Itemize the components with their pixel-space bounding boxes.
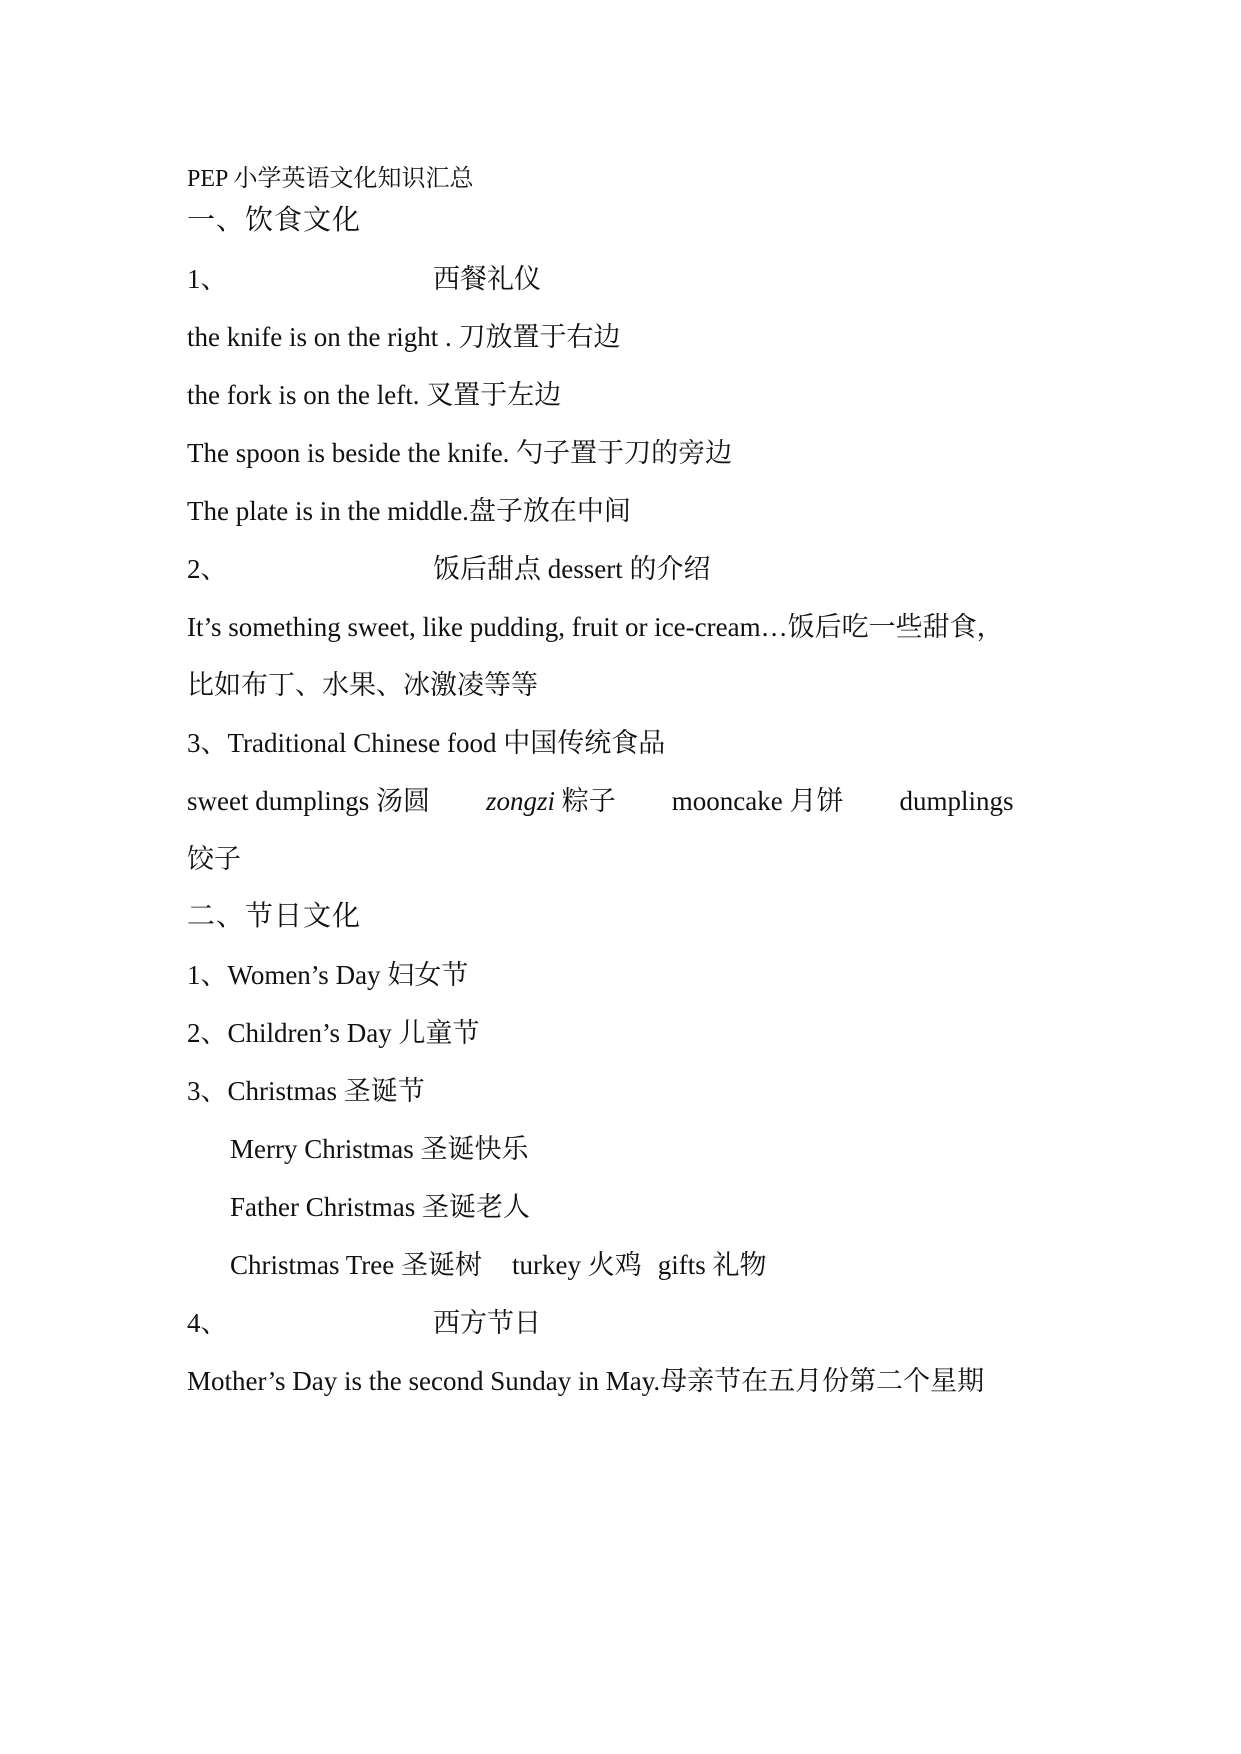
- item-number: 2、: [187, 554, 228, 584]
- food-item-pinyin: zongzi: [486, 786, 556, 816]
- item-label: 饭后甜点 dessert 的介绍: [433, 554, 711, 584]
- text-line: The spoon is beside the knife. 勺子置于刀的旁边: [187, 438, 733, 468]
- item-number: 4、: [187, 1308, 228, 1338]
- item-label: 西方节日: [433, 1308, 541, 1338]
- festival-item: 1、Women’s Day 妇女节: [187, 960, 469, 990]
- festival-item: 3、Christmas 圣诞节: [187, 1076, 425, 1106]
- food-item-continued: 饺子: [187, 844, 241, 874]
- text-line: Mother’s Day is the second Sunday in May.母亲节在五月份第二个星期: [187, 1366, 985, 1396]
- subheading-chinese-food: 3、Traditional Chinese food 中国传统食品: [187, 728, 666, 758]
- text-line: the knife is on the right . 刀放置于右边: [187, 322, 621, 352]
- food-item: dumplings: [899, 786, 1014, 816]
- christmas-vocab-line: [230, 1248, 767, 1282]
- doc-title: PEP 小学英语文化知识汇总: [187, 166, 474, 192]
- christmas-line: Merry Christmas 圣诞快乐: [230, 1134, 529, 1164]
- festival-item: 2、Children’s Day 儿童节: [187, 1018, 480, 1048]
- section-heading-food: 一、饮食文化: [187, 205, 362, 236]
- subheading-western-etiquette: [187, 262, 541, 296]
- subheading-western-festivals: [187, 1306, 541, 1340]
- food-item: sweet dumplings 汤圆: [187, 786, 430, 816]
- vocab-item: turkey 火鸡: [512, 1250, 642, 1280]
- text-line: the fork is on the left. 叉置于左边: [187, 380, 562, 410]
- section-heading-festivals: 二、节日文化: [187, 901, 362, 932]
- food-list: [187, 784, 1014, 818]
- item-label: 西餐礼仪: [433, 264, 541, 294]
- vocab-item: Christmas Tree 圣诞树: [230, 1250, 483, 1280]
- item-number: 1、: [187, 264, 228, 294]
- text-line: 比如布丁、水果、冰激凌等等: [187, 670, 538, 700]
- christmas-line: Father Christmas 圣诞老人: [230, 1192, 530, 1222]
- food-item: mooncake 月饼: [671, 786, 844, 816]
- vocab-item: gifts 礼物: [657, 1250, 767, 1280]
- food-item: 粽子: [555, 786, 616, 816]
- text-line: The plate is in the middle.盘子放在中间: [187, 496, 631, 526]
- text-line: It’s something sweet, like pudding, fruit or ice-cream…饭后吃一些甜食，: [187, 612, 1004, 642]
- subheading-dessert: [187, 552, 710, 586]
